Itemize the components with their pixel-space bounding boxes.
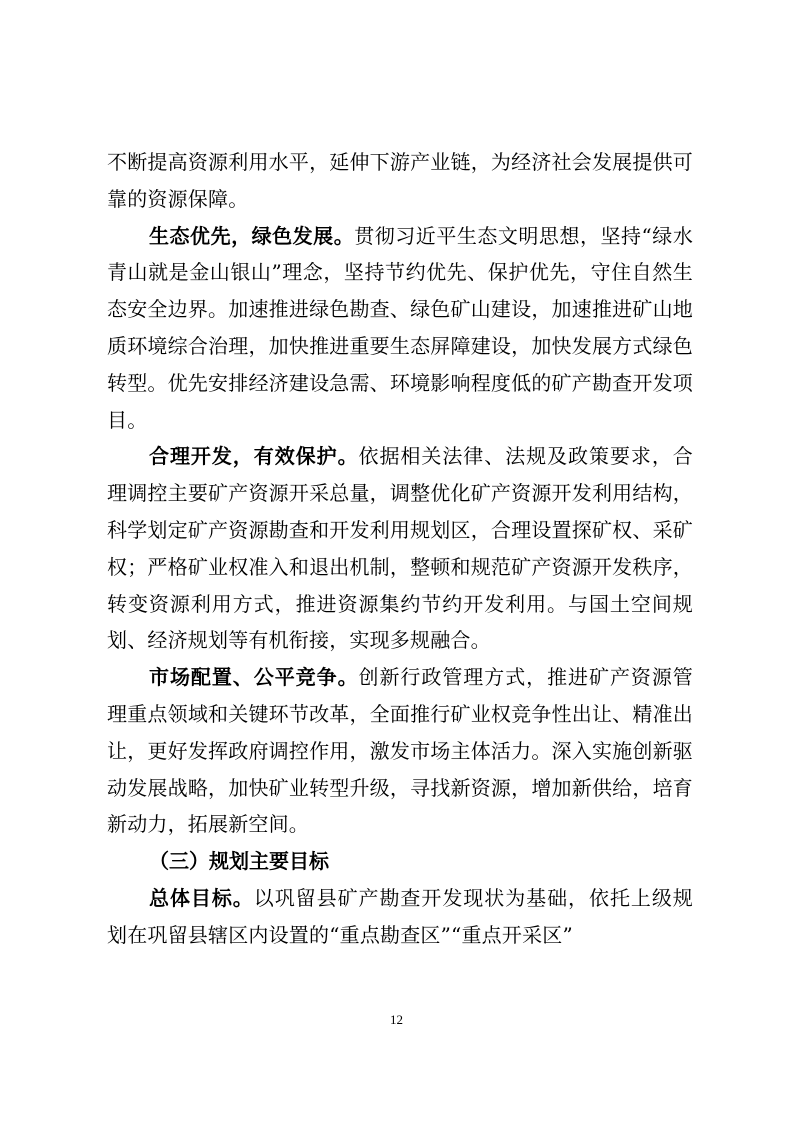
paragraph-continuation	[107, 144, 693, 218]
paragraph-text: 贯彻习近平生态文明思想，坚持“绿水青山就是金山银山”理念，坚持节约优先、保护优先，守住自然生态安全边界。加速推进绿色勘查、绿色矿山建设，加速推进矿山地质环境综合治理，加快推进重要生态屏障建设，加快发展方式绿色转型。优先安排经济建设急需、环境影响程度低的矿产勘查开发项目。	[107, 223, 694, 432]
paragraph-market-allocation	[107, 659, 693, 843]
section-heading: （三）规划主要目标	[149, 849, 329, 874]
paragraph-lead: 市场配置、公平竞争。	[149, 665, 359, 690]
paragraph-text: 以巩留县矿产勘查开发现状为基础，依托上级规划在巩留县辖区内设置的“重点勘查区”“重点开采区”	[107, 885, 694, 947]
paragraph-text: 创新行政管理方式，推进矿产资源管理重点领域和关键环节改革，全面推行矿业权竞争性出让、精准出让，更好发挥政府调控作用，激发市场主体活力。深入实施创新驱动发展战略，加快矿业转型升级，寻找新资源，增加新供给，培育新动力，拓展新空间。	[107, 665, 694, 837]
paragraph-overall-goal	[107, 880, 693, 954]
page-number: 12	[390, 1012, 403, 1027]
paragraph-lead: 生态优先，绿色发展。	[149, 223, 355, 248]
paragraph-text: 依据相关法律、法规及政策要求，合理调控主要矿产资源开采总量，调整优化矿产资源开发利用结构，科学划定矿产资源勘查和开发利用规划区，合理设置探矿权、采矿权；严格矿业权准入和退出机制，整顿和规范矿产资源开发秩序，转变资源利用方式，推进资源集约节约开发利用。与国土空间规划、经济规划等有机衔接，实现多规融合。	[107, 444, 694, 653]
paragraph-rational-development	[107, 438, 693, 659]
paragraph-lead: 合理开发，有效保护。	[149, 444, 359, 469]
paragraph-lead: 总体目标。	[149, 885, 254, 910]
paragraph-ecology-priority	[107, 218, 693, 439]
document-body	[107, 144, 693, 954]
paragraph-text: 不断提高资源利用水平，延伸下游产业链，为经济社会发展提供可靠的资源保障。	[107, 150, 693, 211]
